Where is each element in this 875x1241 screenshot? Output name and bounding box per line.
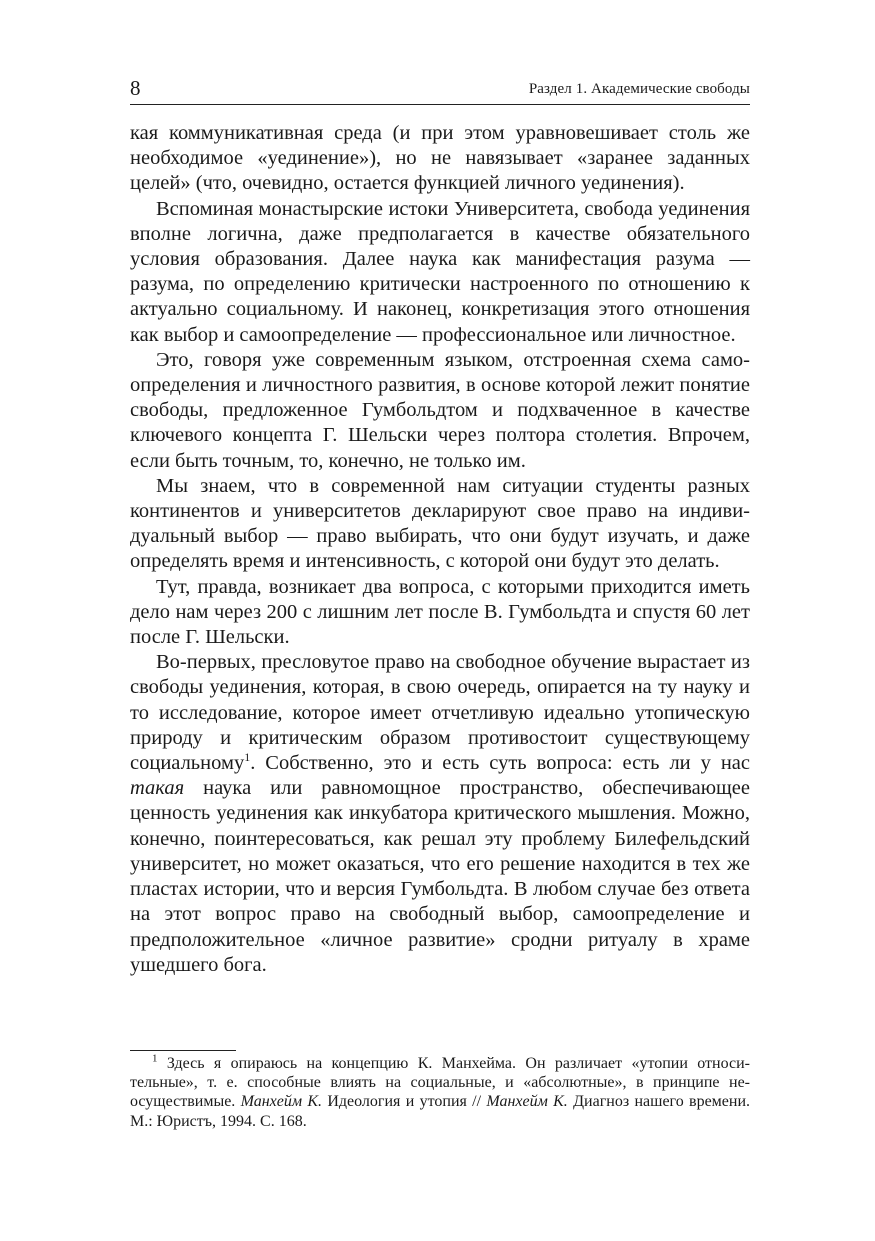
footnote-1 <box>130 1054 750 1131</box>
footnote-reference[interactable]: 1 <box>244 750 251 765</box>
paragraph-6-text-3: наука или равномощное пространство, обеспечивающее ценность уединения как инкубатора критического мышления. Можно, конечно, поинтересоваться, как решал эту проблему Билефельдский университет, но может оказаться, что его решение находится в тех же пластах истории, что и версия Гумбольдта. В любом случае без ответа на этот вопрос право на свободный выбор, самоопределение и предположительное «личное развитие» сродни ритуалу в храме ушедшего бога. <box>130 777 750 976</box>
paragraph-6-text-1: Во-первых, пресловутое право на свободное обучение вырастает из свободы уединения, которая, в свою очередь, опирается на ту науку и то исследование, которое имеет отчетливую идеально утопическую природу и критическим образом противостоит существующему социальному <box>130 651 750 775</box>
page-header <box>130 74 750 105</box>
footnote-text-2: Идеология и утопия // <box>322 1093 487 1111</box>
footnote-author-2: Манхейм К. <box>486 1093 568 1111</box>
paragraph-6 <box>130 650 750 978</box>
paragraph-2: Вспоминая монастырские истоки Университета, свобода уединения вполне логична, даже предполагается в качестве обязательного условия образования. Далее наука как манифестация разума — разума, по определению критически настроенного по отношению к актуально социальному. И наконец, конкретизация этого отношения как выбор и самоопределение — профессиональное или личностное. <box>130 197 750 346</box>
emphasis-text: такая <box>130 777 185 800</box>
main-text <box>130 121 750 978</box>
footnote-mark: 1 <box>152 1052 158 1065</box>
footnotes <box>130 1054 750 1131</box>
paragraph-4: Мы знаем, что в современной нам ситуации студенты разных континентов и университетов декларируют свое право на индивидуальный выбор — право выбирать, что они будут изучать, и даже определять время и интенсивность, с которой они будут это делать. <box>130 474 750 573</box>
footnote-text-1: Здесь я опираюсь на концепцию К. Манхейма. Он различает «утопии относительные», т. е. способные влиять на социальные, и «абсолютные», в принципе неосуществимые. <box>130 1055 750 1111</box>
paragraph-6-text-2: . Собственно, это и есть суть вопроса: есть ли у нас <box>250 752 750 775</box>
footnote-text-3: Диагноз нашего времени. М.: Юристъ, 1994. С. 168. <box>130 1093 751 1130</box>
paragraph-3: Это, говоря уже современным языком, отстроенная схема самоопределения и личностного развития, в основе которой лежит понятие свободы, предложенное Гумбольдтом и подхваченное в качестве ключевого концепта Г. Шельски через полтора столетия. Впрочем, если быть точным, то, конечно, не только им. <box>130 348 750 472</box>
footnote-author-1: Манхейм К. <box>240 1093 323 1111</box>
page-number: 8 <box>130 76 141 100</box>
running-title: Раздел 1. Академические свободы <box>528 81 750 97</box>
footnote-separator <box>130 1050 236 1051</box>
paragraph-5: Тут, правда, возникает два вопроса, с которыми приходится иметь дело нам через 200 с лишним лет после В. Гумбольдта и спустя 60 лет после Г. Шельски. <box>130 575 750 649</box>
paragraph-1: кая коммуникативная среда (и при этом уравновешивает столь же необходимое «уединение»), но не навязывает «заранее заданных целей» (что, очевидно, остается функцией личного уединения). <box>130 122 750 195</box>
